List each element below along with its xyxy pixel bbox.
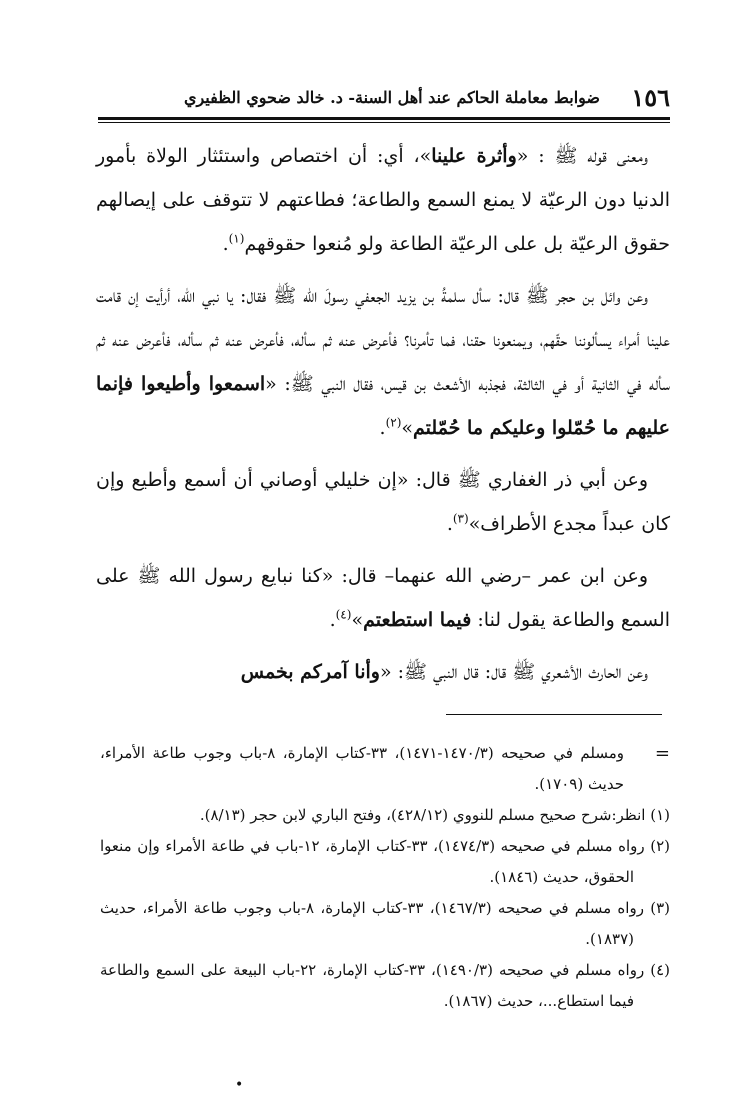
- footnote-separator: [446, 714, 662, 715]
- p3-end: .: [446, 513, 453, 535]
- paragraph-3: [96, 458, 670, 546]
- continuation-mark: =: [654, 743, 670, 764]
- p2-quote-close: »: [401, 417, 414, 439]
- main-text: [96, 134, 670, 702]
- p5-quote: وأنا آمركم بخمس: [240, 661, 380, 683]
- footnote-continued-text: ومسلم في صحيحه (١٤٧٠/٣-١٤٧١)، ٣٣-كتاب الإمارة، ٨-باب وجوب طاعة الأمراء، حديث (١٧٠٩).: [100, 744, 624, 793]
- footnote-1: (١) انظر:شرح صحيح مسلم للنووي (٤٢٨/١٢)، وفتح الباري لابن حجر (٨/١٣).: [199, 806, 670, 824]
- p1-text: ومعنى قوله ﷺ : «: [516, 145, 648, 167]
- p4-quote-close: »: [351, 609, 364, 631]
- page-number: ١٥٦: [631, 83, 670, 112]
- header-rule-secondary: [98, 122, 670, 123]
- p4-end: .: [329, 609, 336, 631]
- header-rule: [98, 117, 670, 120]
- p3-text: وعن أبي ذر الغفاري ﷺ قال: «إن خليلي أوصاني أن أسمع وأطيع وإن كان عبداً مجدع الأطراف»: [96, 469, 670, 535]
- page-header: [100, 80, 670, 116]
- p1-end: .: [222, 233, 229, 255]
- footnote-ref-4[interactable]: (٤): [335, 607, 352, 622]
- footnote-4: (٤) رواه مسلم في صحيحه (١٤٩٠/٣)، ٣٣-كتاب الإمارة، ٢٢-باب البيعة على السمع والطاعة فيما استطاع...، حديث (١٨٦٧).: [100, 961, 670, 1010]
- p2-quote: اسمعوا وأطيعوا فإنما عليهم ما حُمّلوا وعليكم ما حُمّلتم: [96, 373, 670, 439]
- footnote-ref-3[interactable]: (٣): [452, 511, 469, 526]
- p4-quote: فيما استطعتم: [363, 609, 472, 631]
- footnote-2: (٢) رواه مسلم في صحيحه (١٤٧٤/٣)، ٣٣-كتاب الإمارة، ١٢-باب في طاعة الأمراء وإن منعوا الحقوق، حديث (١٨٤٦).: [100, 837, 670, 886]
- footnotes: [100, 738, 670, 1017]
- footnote-ref-1[interactable]: (١): [228, 231, 245, 246]
- p1-quote: وأثرة علينا: [431, 145, 517, 167]
- page-dot: •: [235, 1077, 244, 1093]
- p4-text: وعن ابن عمر –رضي الله عنهما– قال: «كنا نبايع رسول الله ﷺ على السمع والطاعة يقول لنا:: [96, 565, 670, 631]
- p2-text: وعن وائل بن حجر ﷺ قال: سأل سلمةُ بن يزيد الجعفي رسولَ الله ﷺ فقال: يا نبي الله، أرأيت إن قامت علينا أمراء يسألوننا حقّهم، ويمنعونا حقنا، فما تأمرنا؟ فأعرض عنه ثم سأله، فأعرض عنه ثم سأله، فأعرض عنه ثم سأله في الثانية أو في الثالثة، فجذبه الأشعث بن قيس، فقال النبي ﷺ: «: [96, 285, 670, 395]
- paragraph-2: [96, 274, 670, 450]
- footnote-ref-2[interactable]: (٢): [385, 415, 402, 430]
- running-title: ضوابط معاملة الحاكم عند أهل السنة- د. خالد ضحوي الظفيري: [183, 88, 600, 107]
- p5-text: وعن الحارث الأشعري ﷺ قال: قال النبي ﷺ: «: [379, 661, 648, 683]
- footnote-continued: [100, 738, 670, 800]
- footnote-3: (٣) رواه مسلم في صحيحه (١٤٦٧/٣)، ٣٣-كتاب الإمارة، ٨-باب وجوب طاعة الأمراء، حديث (١٨٣٧).: [100, 899, 670, 948]
- p1-text-cont: »، أي: أن اختصاص واستئثار الولاة بأمور الدنيا دون الرعيّة لا يمنع السمع والطاعة؛ فطاعتهم لا تتوقف على إيصالهم حقوق الرعيّة بل على الرعيّة الطاعة ولو مُنعوا حقوقهم: [96, 145, 670, 255]
- p2-end: .: [379, 417, 386, 439]
- paragraph-5: [96, 650, 670, 694]
- paragraph-4: [96, 554, 670, 642]
- paragraph-1: [96, 134, 670, 266]
